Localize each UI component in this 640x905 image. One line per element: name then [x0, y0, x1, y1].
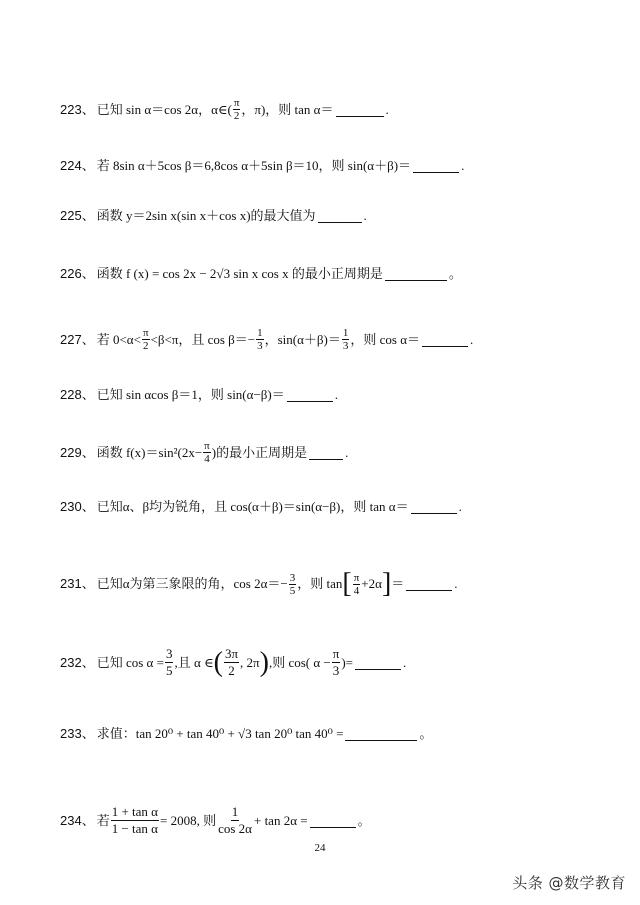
problem-text: 函数 f(x)＝sin²(2x− [96, 444, 203, 460]
problem-228 [60, 385, 620, 405]
problem-text: 函数 y＝2sin x(sin x＋cos x)的最大值为 [96, 208, 316, 223]
fraction [233, 97, 241, 122]
problem-230 [60, 497, 620, 517]
punctuation: . [454, 576, 458, 591]
answer-blank[interactable] [310, 814, 356, 828]
denominator: 5 [289, 584, 296, 597]
problem-text: 若 8sin α＋5cos β＝6,8cos α＋5sin β＝10，则 sin(α＋β)＝ [96, 158, 412, 173]
denominator: cos 2α [218, 821, 252, 836]
fraction [342, 327, 350, 352]
problem-text: ，则 tan [297, 576, 343, 591]
denominator: 2 [142, 340, 149, 352]
fraction [332, 646, 341, 679]
punctuation: . [385, 101, 389, 117]
punctuation: . [363, 208, 367, 223]
numerator: 3 [165, 646, 173, 661]
problem-number: 230、 [60, 499, 95, 514]
fraction [289, 572, 297, 597]
punctuation: 。 [357, 812, 371, 828]
punctuation: . [461, 158, 465, 173]
numerator: 1 + tan α [111, 804, 158, 819]
denominator: 5 [165, 663, 173, 678]
numerator: 3 [289, 571, 296, 584]
problem-number: 227、 [60, 331, 95, 347]
problem-number: 226、 [60, 266, 95, 281]
problem-226 [60, 264, 620, 284]
answer-blank[interactable] [406, 577, 452, 591]
left-paren: ( [213, 646, 223, 678]
right-bracket: ] [381, 568, 392, 599]
problem-number: 224、 [60, 158, 95, 173]
answer-blank[interactable] [413, 159, 459, 173]
answer-blank[interactable] [385, 267, 447, 281]
problem-text: , 2π [240, 654, 260, 670]
problem-text: 函数 f (x) = cos 2x − 2√3 sin x cos x 的最小正周期是 [96, 266, 383, 281]
fraction [256, 327, 264, 352]
problem-text: 已知 sin α＝cos 2α，α∈( [96, 101, 232, 117]
numerator: π [353, 571, 360, 584]
problem-text: ，π)，则 tan α＝ [241, 101, 334, 117]
problem-text: + tan 2α = [253, 812, 308, 828]
problem-text: )= [341, 654, 353, 670]
answer-blank[interactable] [287, 388, 333, 402]
numerator: 3π [224, 646, 239, 661]
problem-text: 已知α为第三象限的角，cos 2α＝− [96, 576, 288, 591]
answer-blank[interactable] [422, 333, 468, 347]
problem-227 [60, 327, 620, 352]
problem-number: 223、 [60, 101, 95, 117]
punctuation: 。 [448, 266, 462, 281]
problem-number: 225、 [60, 208, 95, 223]
denominator: 2 [228, 663, 235, 678]
problem-text: +2α [361, 576, 382, 591]
numerator: π [332, 646, 340, 661]
answer-blank[interactable] [309, 446, 343, 460]
problem-text: ＝ [391, 576, 405, 591]
problem-223 [60, 97, 620, 122]
problem-number: 233、 [60, 726, 95, 741]
left-bracket: [ [342, 568, 352, 599]
denominator: 4 [353, 584, 360, 597]
problem-number: 231、 [60, 576, 95, 591]
punctuation: . [345, 444, 349, 460]
problem-text: )的最小正周期是 [211, 444, 308, 460]
numerator: 1 [342, 327, 349, 339]
punctuation: . [403, 654, 407, 670]
numerator: π [233, 97, 240, 109]
problem-number: 234、 [60, 812, 95, 828]
problem-text: ,则 cos( α − [268, 654, 331, 670]
denominator: 3 [257, 340, 263, 352]
right-paren: ) [259, 646, 269, 678]
punctuation: . [470, 331, 474, 347]
watermark: 头条 @数学教育 [512, 874, 626, 892]
problem-text: = 2008, 则 [160, 812, 217, 828]
numerator: π [142, 327, 149, 339]
problem-text: ，则 cos α＝ [350, 331, 421, 347]
problem-text: ，sin(α＋β)＝ [264, 331, 341, 347]
denominator: 2 [233, 110, 240, 122]
denominator: 4 [204, 453, 210, 465]
problem-text: <β<π，且 cos β＝− [150, 331, 256, 347]
problem-text: 若 0<α< [96, 331, 141, 347]
problem-234 [60, 804, 620, 837]
fraction [203, 440, 211, 465]
punctuation: . [458, 499, 462, 514]
fraction [224, 646, 239, 679]
punctuation: . [334, 387, 338, 402]
problem-text: 若 [96, 812, 110, 828]
problem-231 [60, 570, 620, 598]
denominator: 3 [342, 340, 349, 352]
problem-text: 求值：tan 20⁰ + tan 40⁰ + √3 tan 20⁰ tan 40⁰ = [96, 726, 344, 741]
problem-text: 已知α、β均为锐角，且 cos(α＋β)＝sin(α−β)，则 tan α＝ [96, 499, 409, 514]
page-number: 24 [314, 842, 326, 854]
fraction [142, 327, 150, 352]
problem-number: 232、 [60, 654, 95, 670]
problem-225 [60, 206, 620, 226]
answer-blank[interactable] [318, 209, 362, 223]
problem-232 [60, 646, 620, 679]
answer-blank[interactable] [345, 727, 417, 741]
problem-text: ,且 α ∈ [174, 654, 214, 670]
problem-229 [60, 440, 620, 465]
problem-number: 228、 [60, 387, 95, 402]
answer-blank[interactable] [336, 103, 384, 117]
denominator: 3 [332, 663, 340, 678]
problem-text: 已知 cos α = [96, 654, 164, 670]
numerator: 1 [231, 804, 239, 819]
fraction [353, 572, 361, 597]
fraction [165, 646, 174, 679]
fraction [217, 804, 253, 837]
denominator: 1 − tan α [111, 821, 158, 836]
answer-blank[interactable] [355, 656, 401, 670]
problem-text: 已知 sin αcos β＝1，则 sin(α−β)＝ [96, 387, 285, 402]
fraction [111, 804, 159, 837]
problem-233 [60, 724, 620, 744]
problem-number: 229、 [60, 444, 95, 460]
numerator: π [204, 440, 210, 452]
punctuation: 。 [419, 726, 433, 741]
answer-blank[interactable] [411, 500, 457, 514]
problem-224 [60, 156, 620, 176]
numerator: 1 [257, 327, 263, 339]
